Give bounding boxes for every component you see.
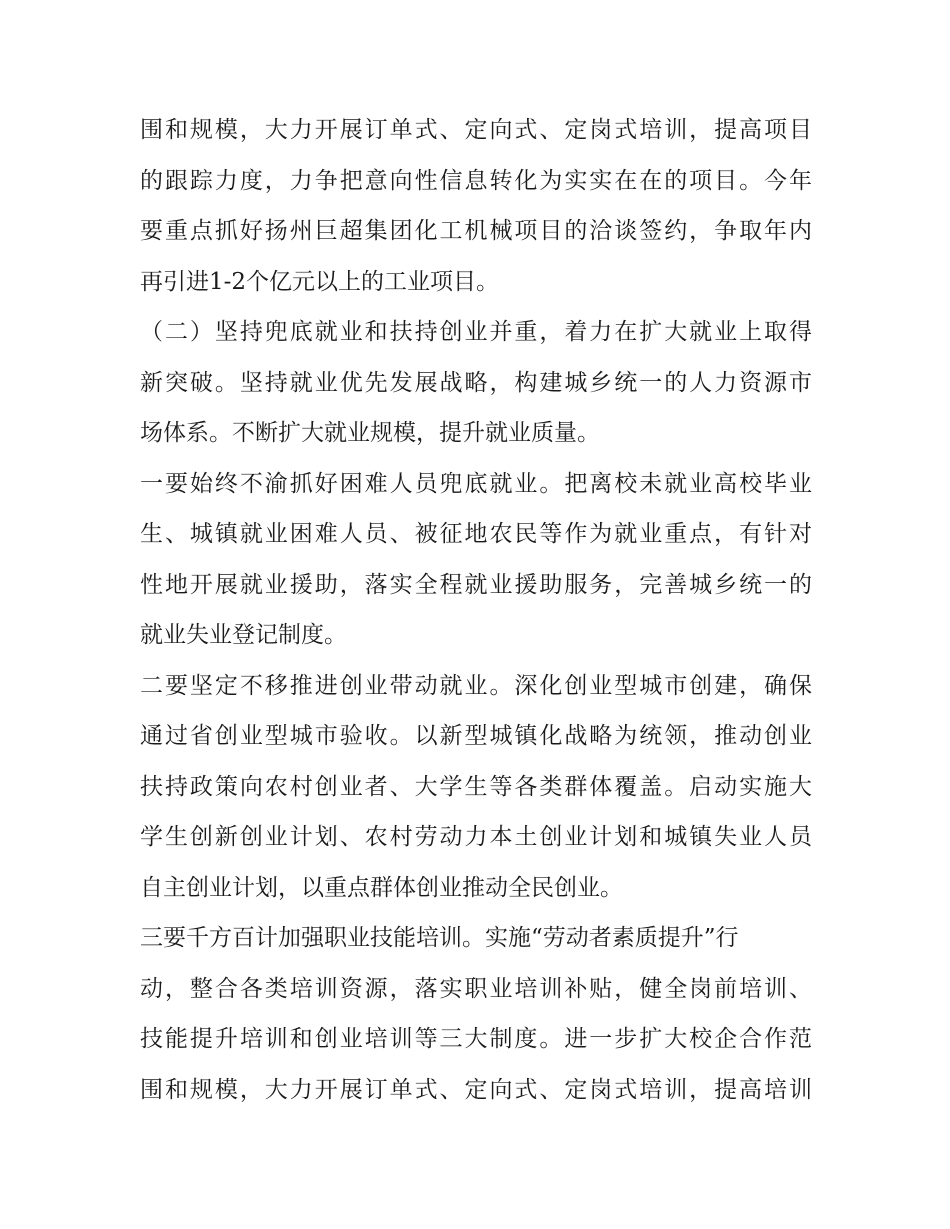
text-line: 通过省创业型城市验收。以新型城镇化战略为统领，推动创业 (140, 723, 812, 749)
text-line: 就业失业登记制度。 (140, 622, 347, 648)
document-body (140, 105, 812, 1115)
text-line: 学生创新创业计划、农村劳动力本土创业计划和城镇失业人员 (140, 824, 812, 850)
text-line: 围和规模，大力开展订单式、定向式、定岗式培训，提高项目 (140, 117, 812, 143)
text-line: 再引进1-2个亿元以上的工业项目。 (140, 268, 500, 295)
text-line: 性地开展就业援助，落实全程就业援助服务，完善城乡统一的 (140, 571, 812, 598)
text-line: （二）坚持兜底就业和扶持创业并重，着力在扩大就业上取得 (140, 319, 812, 345)
text-line: 动，整合各类培训资源，落实职业培训补贴，健全岗前培训、 (140, 975, 812, 1002)
text-line: 场体系。不断扩大就业规模，提升就业质量。 (140, 420, 600, 446)
text-line: 生、城镇就业困难人员、被征地农民等作为就业重点，有针对 (140, 521, 812, 547)
text-line: 一要始终不渝抓好困难人员兜底就业。把离校未就业高校毕业 (140, 470, 812, 497)
text-line: 技能提升培训和创业培训等三大制度。进一步扩大校企合作范 (140, 1026, 812, 1052)
text-line: 二要坚定不移推进创业带动就业。深化创业型城市创建，确保 (140, 672, 812, 699)
text-line: 三要千方百计加强职业技能培训。实施“劳动者素质提升”行 (140, 925, 739, 951)
text-line: 围和规模，大力开展订单式、定向式、定岗式培训，提高培训 (140, 1076, 812, 1103)
text-line: 要重点抓好扬州巨超集团化工机械项目的洽谈签约，争取年内 (140, 218, 812, 244)
text-line: 新突破。坚持就业优先发展战略，构建城乡统一的人力资源市 (140, 369, 812, 396)
text-line: 扶持政策向农村创业者、大学生等各类群体覆盖。启动实施大 (140, 773, 812, 800)
text-line: 的跟踪力度，力争把意向性信息转化为实实在在的项目。今年 (140, 167, 812, 194)
text-line: 自主创业计划，以重点群体创业推动全民创业。 (140, 874, 623, 901)
